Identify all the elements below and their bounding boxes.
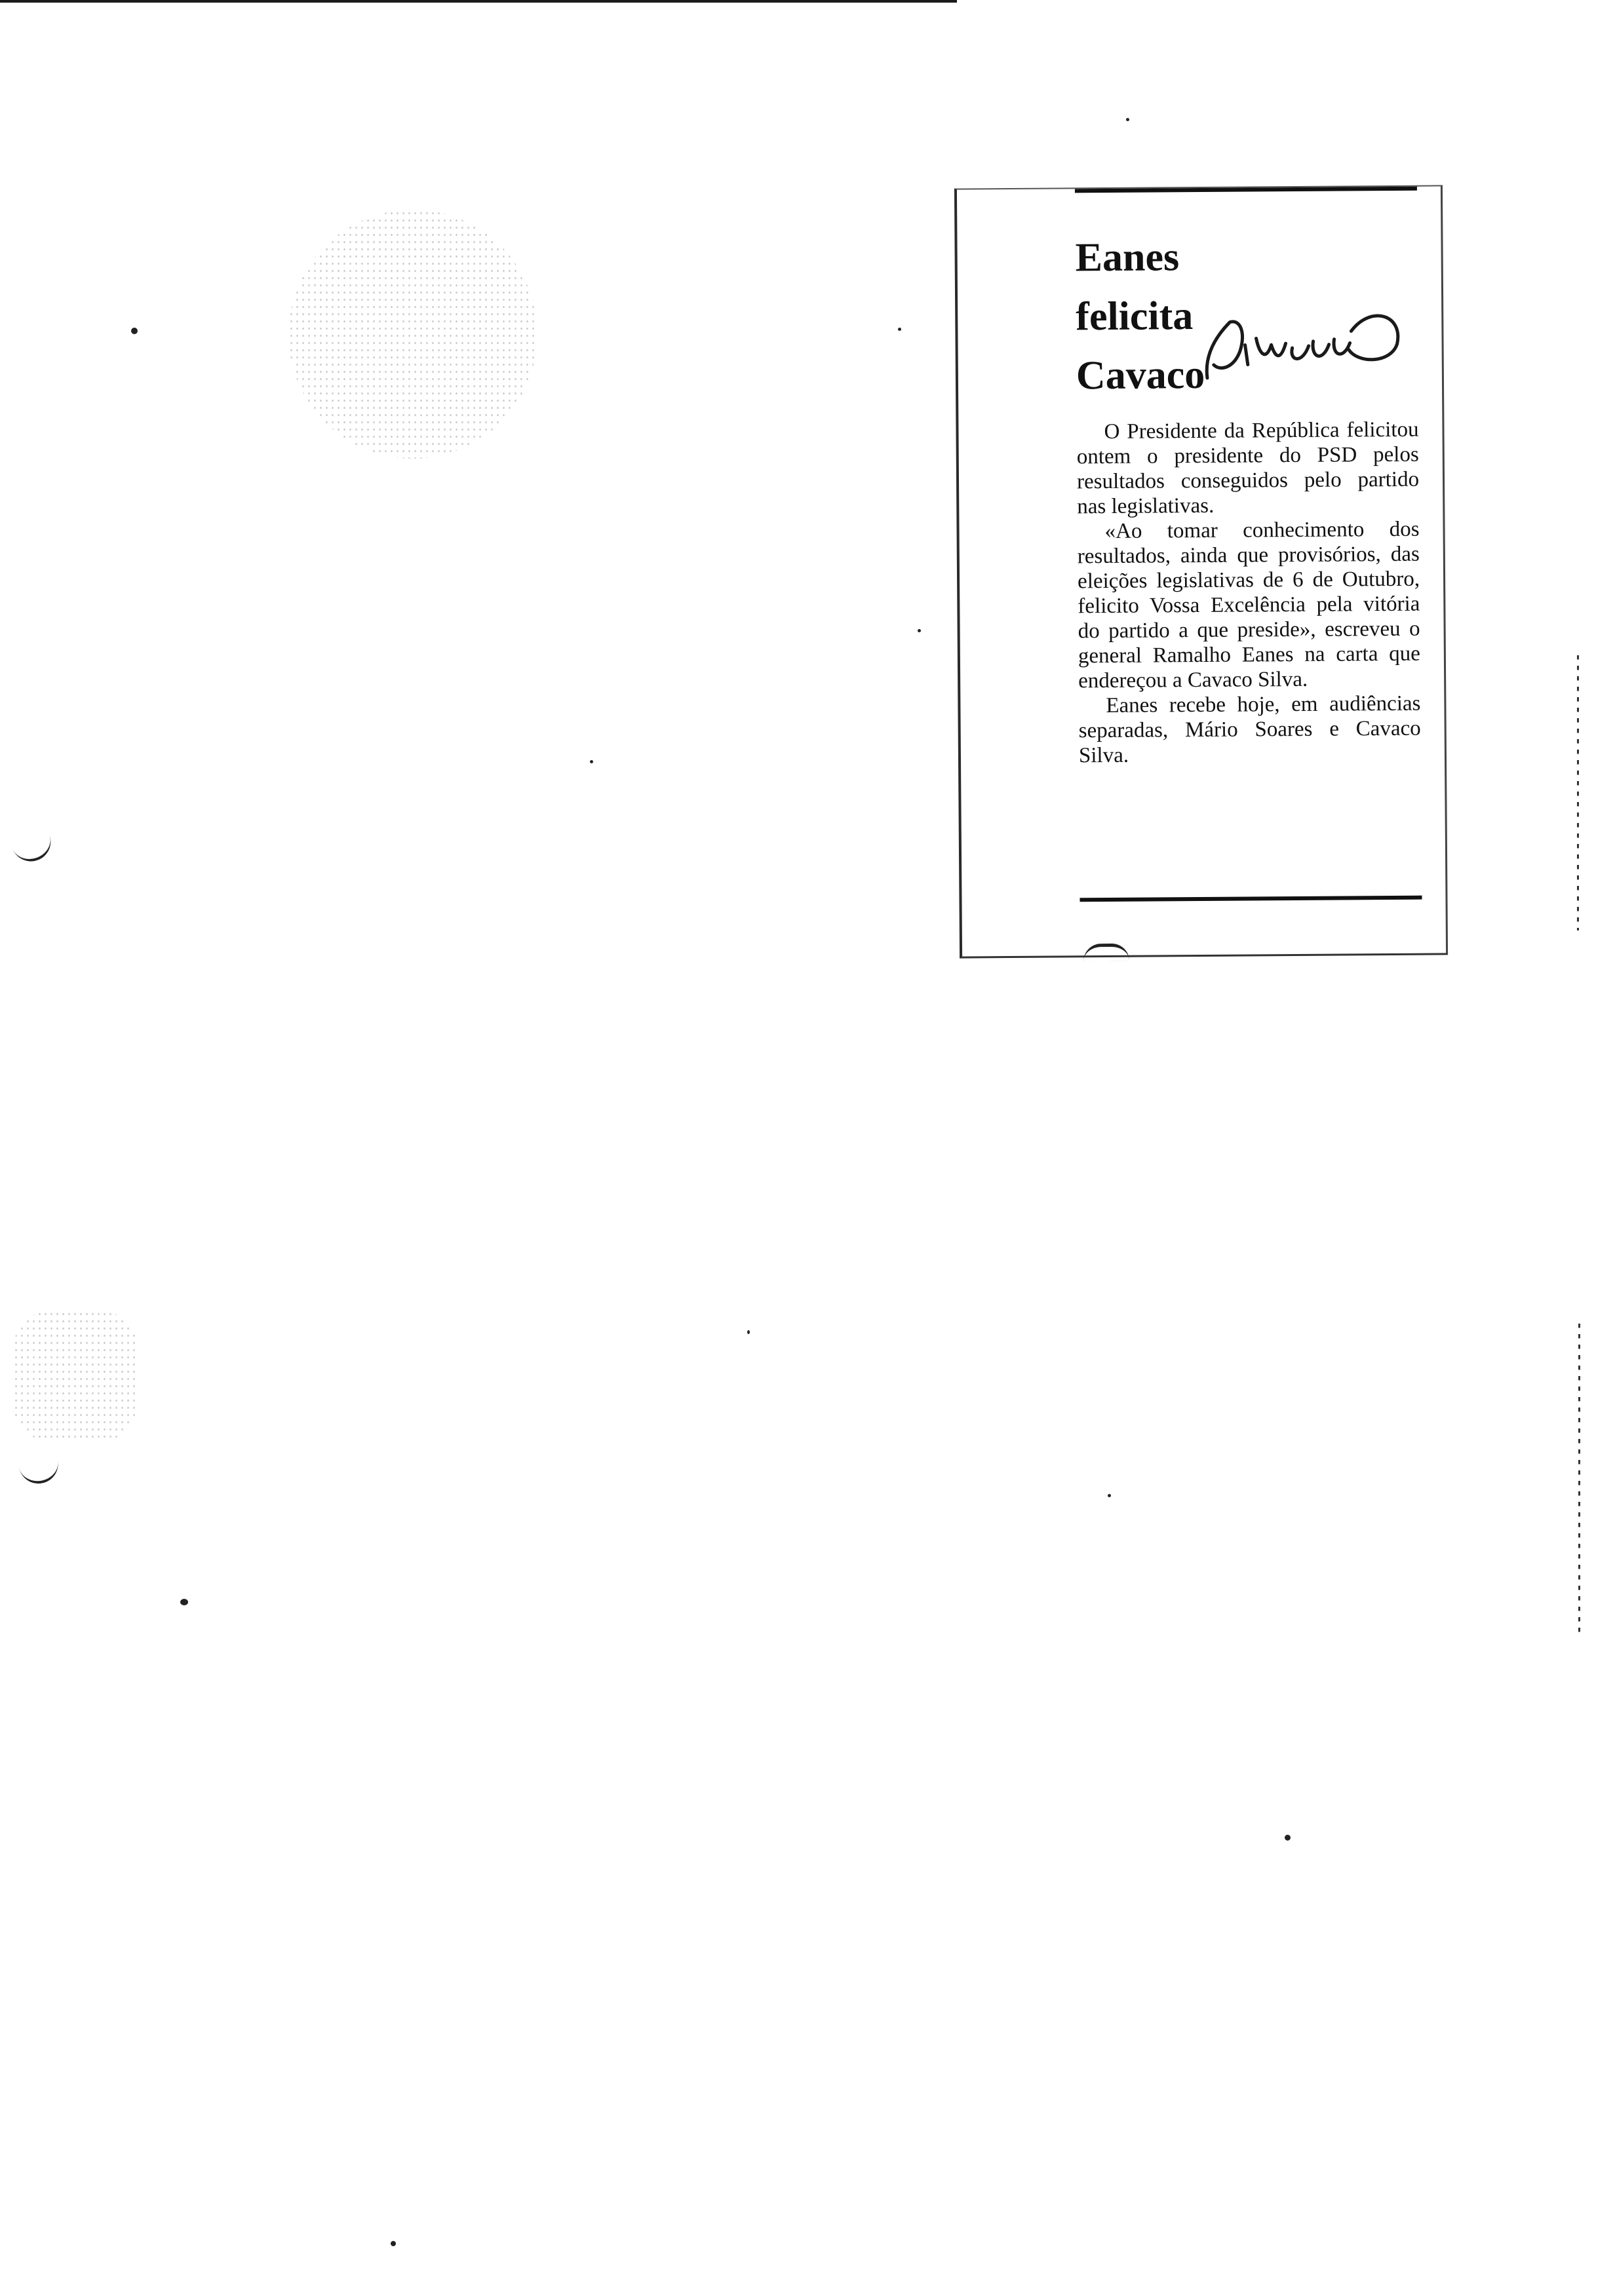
headline-line-2: felicita [1076,294,1194,339]
newspaper-clipping [954,185,1448,958]
clipping-cut-fragment [1083,944,1129,961]
scan-speck [918,629,921,632]
scan-speck [590,760,593,763]
page-top-rule [0,0,957,3]
headline-line-3: Cavaco [1076,352,1205,398]
scan-noise-patch [13,1311,138,1442]
scan-speck [391,2241,396,2246]
margin-binding-mark [18,1451,62,1487]
scan-edge-dots [1578,1324,1580,1638]
scan-speck [1285,1835,1291,1841]
headline-line-1: Eanes [1075,235,1180,280]
article-body [1076,417,1421,769]
scan-speck [898,328,901,331]
handwritten-annotation [1194,292,1411,391]
article-paragraph: «Ao tomar conhecimento dos resultados, ainda que provisórios, das eleições legislativas de 6 de Outubro, felicito Vossa Excelência pela vitória do partido a que preside», escreveu o general Ramalho Eanes na carta que endereçou a Cavaco Silva. [1077,517,1421,693]
clipping-bottom-rule [1080,896,1422,902]
scan-noise-patch [288,210,537,459]
article-paragraph: Eanes recebe hoje, em audiências separadas, Mário Soares e Cavaco Silva. [1078,691,1421,768]
margin-binding-mark [9,826,56,867]
scan-speck [1108,1494,1111,1497]
scan-speck [1126,118,1129,121]
scan-edge-dots [1577,655,1579,930]
scan-speck [180,1599,188,1605]
article-paragraph: O Presidente da República felicitou ontem o presidente do PSD pelos resultados conseguidos pelo partido nas legislativas. [1076,417,1420,519]
clipping-top-rule [1075,187,1417,193]
scan-speck [747,1330,750,1334]
scan-speck [131,328,138,334]
